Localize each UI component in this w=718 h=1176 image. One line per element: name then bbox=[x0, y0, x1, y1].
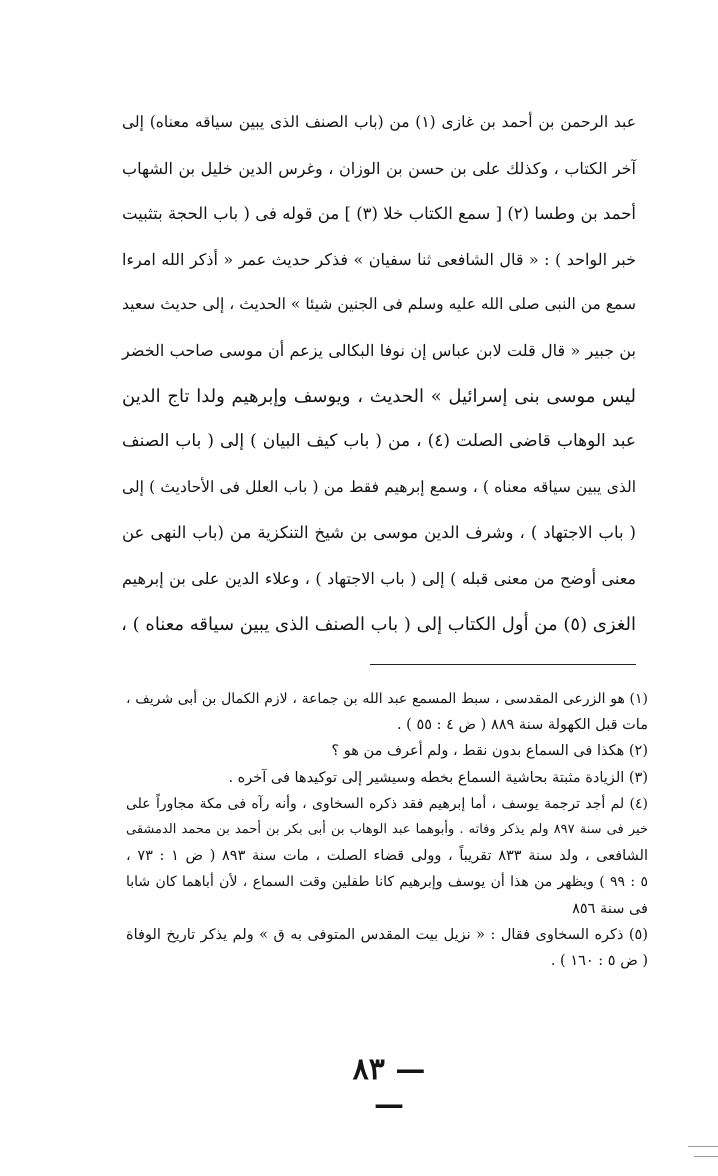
footnote-3 bbox=[126, 765, 648, 791]
footnote-line: مات قبل الكهولة سنة ٨٨٩ ( ض ٤ : ٥٥ ) . bbox=[396, 717, 648, 734]
footnote-line: (٣) الزيادة مثبتة بحاشية السماع بخطه وسيشير إلى توكيدها فى آخره . bbox=[228, 769, 648, 786]
footnote-line: خير فى سنة ٨٩٧ ولم يذكر وفاته . وأبوهما عبد الوهاب بن أبى بكر بن أحمد بن محمد الدمشقى bbox=[126, 821, 648, 837]
footnote-1 bbox=[126, 686, 648, 738]
text-line: بن جبير « قال قلت لابن عباس إن نوفا البكالى يزعم أن موسى صاحب الخضر bbox=[122, 340, 636, 360]
footnote-line: (٤) لم أجد ترجمة يوسف ، أما إبرهيم فقد ذكره السخاوى ، وأنه رآه فى مكة مجاوراً على bbox=[126, 795, 648, 812]
footnote-line: (١) هو الزرعى المقدسى ، سبط المسمع عبد الله بن جماعة ، لازم الكمال بن أبى شريف ، bbox=[126, 691, 648, 707]
page-number: — ٨٣ — bbox=[352, 1052, 426, 1122]
footnote-5 bbox=[126, 922, 648, 974]
text-line: الغزى (٥) من أول الكتاب إلى ( باب الصنف الذى يبين سياقه معناه ) ، bbox=[121, 613, 636, 635]
text-line: الذى يبين سياقه معناه ) ، وسمع إبرهيم فقط من ( باب العلل فى الأحاديث ) إلى bbox=[122, 477, 636, 496]
scan-edge-mark bbox=[688, 1146, 718, 1147]
text-line: عبد الرحمن بن أحمد بن غازى (١) من (باب الصنف الذى يبين سياقه معناه) إلى bbox=[122, 113, 636, 131]
text-line: ليس موسى بنى إسرائيل » الحديث ، ويوسف وإبرهيم ولدا تاج الدين bbox=[122, 385, 636, 407]
footnote-line: ٥ : ٩٩ ) ويظهر من هذا أن يوسف وإبرهيم كانا طفلين وقت السماع ، لأن أباهما كان شابا bbox=[126, 874, 648, 891]
footnote-line: (٢) هكذا فى السماع بدون نقط ، ولم أعرف من هو ؟ bbox=[331, 743, 648, 760]
main-text bbox=[122, 100, 636, 647]
text-line: خبر الواحد ) : « قال الشافعى ثنا سفيان » فذكر حديث عمر « أذكر الله امرءا bbox=[122, 249, 636, 269]
text-line: معنى أوضح من معنى قبله ) إلى ( باب الاجتهاد ) ، وعلاء الدين على بن إبرهيم bbox=[122, 568, 636, 588]
footnote-line: ( ض ٥ : ١٦٠ ) . bbox=[550, 952, 648, 969]
text-line: ( باب الاجتهاد ) ، وشرف الدين موسى بن شيخ التنكزية من (باب النهى عن bbox=[122, 523, 636, 543]
footnotes bbox=[126, 686, 648, 974]
footnote-4 bbox=[126, 791, 648, 922]
footnote-line: الشافعى ، ولد سنة ٨٣٣ تقريباً ، وولى قضاء الصلت ، مات سنة ٨٩٣ ( ض ١ : ٧٣ ، bbox=[126, 848, 648, 865]
scan-edge-mark bbox=[694, 1156, 718, 1157]
footnote-line: (٥) ذكره السخاوى فقال : « نزيل بيت المقدس المتوفى به ق » ولم يذكر تاريخ الوفاة bbox=[126, 926, 648, 943]
text-line: آخر الكتاب ، وكذلك على بن حسن بن الوزان ، وغرس الدين خليل بن الشهاب bbox=[122, 158, 636, 178]
text-line: أحمد بن وطسا (٢) [ سمع الكتاب خلا (٣) ] من قوله فى ( باب الحجة بتثبيت bbox=[122, 204, 636, 224]
text-line: عبد الوهاب قاضى الصلت (٤) ، من ( باب كيف البيان ) إلى ( باب الصنف bbox=[122, 431, 637, 452]
footnote-separator bbox=[370, 664, 636, 665]
footnote-2 bbox=[126, 738, 648, 764]
footnote-line: فى سنة ٨٥٦ bbox=[572, 900, 648, 917]
text-line: سمع من النبى صلى الله عليه وسلم فى الجنين شيئا » الحديث ، إلى حديث سعيد bbox=[122, 295, 636, 314]
